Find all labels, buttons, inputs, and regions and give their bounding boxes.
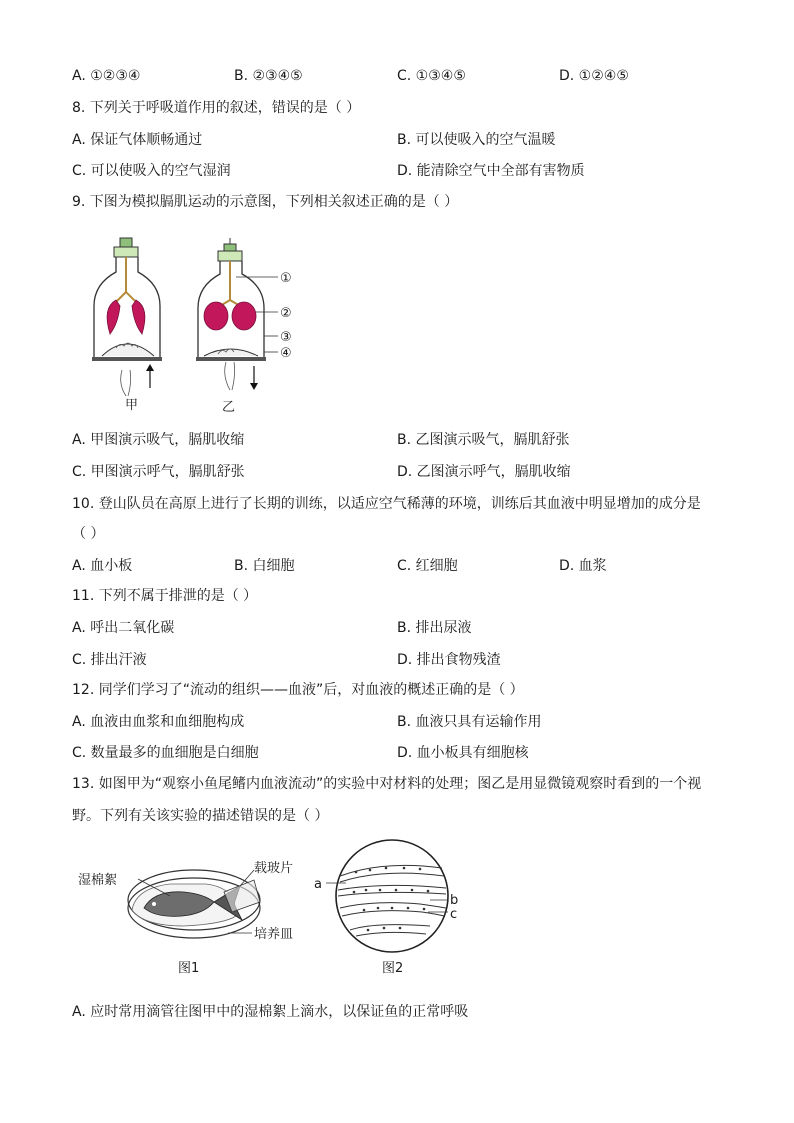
q7-option-b: B. ②③④⑤: [234, 68, 303, 84]
q12-option-b: B. 血液只具有运输作用: [397, 714, 542, 730]
diaphragm-model-figure: [80, 236, 310, 416]
marker-3: ③: [280, 330, 292, 345]
q9-option-d: D. 乙图演示呼气，膈肌收缩: [397, 464, 571, 480]
q10-stem-cont: （ ）: [72, 526, 105, 542]
label-petri-dish: 培养皿: [254, 927, 294, 942]
marker-4: ④: [280, 346, 292, 361]
label-wet-cotton: 湿棉絮: [78, 873, 118, 888]
q8-option-d: D. 能清除空气中全部有害物质: [397, 163, 585, 179]
q10-option-d: D. 血浆: [559, 558, 607, 574]
q7-option-a: A. ①②③④: [72, 68, 141, 84]
fish-tail-figure: [74, 846, 474, 982]
label-jia: 甲: [125, 398, 139, 413]
q11-option-a: A. 呼出二氧化碳: [72, 620, 175, 636]
q12-option-d: D. 血小板具有细胞核: [397, 745, 529, 761]
microscope-field: [336, 840, 448, 952]
q10-option-b: B. 白细胞: [234, 558, 295, 574]
q9-option-a: A. 甲图演示吸气，膈肌收缩: [72, 432, 245, 448]
q7-option-c: C. ①③④⑤: [397, 68, 466, 84]
q10-option-c: C. 红细胞: [397, 558, 458, 574]
marker-2: ②: [280, 306, 292, 321]
label-yi: 乙: [222, 400, 236, 415]
q10-stem: 10. 登山队员在高原上进行了长期的训练，以适应空气稀薄的环境，训练后其血液中明显增加的成分是: [72, 496, 701, 512]
label-slide: 载玻片: [254, 861, 294, 876]
q8-option-c: C. 可以使吸入的空气湿润: [72, 163, 231, 179]
q11-stem: 11. 下列不属于排泄的是（ ）: [72, 588, 258, 604]
q9-stem: 9. 下图为模拟膈肌运动的示意图，下列相关叙述正确的是（ ）: [72, 194, 459, 210]
q12-stem: 12. 同学们学习了“流动的组织——血液”后，对血液的概述正确的是（ ）: [72, 682, 524, 698]
label-a: a: [314, 877, 322, 892]
bell-jar-jia: [92, 238, 162, 396]
fig2-caption: 图2: [382, 961, 404, 976]
q12-option-a: A. 血液由血浆和血细胞构成: [72, 714, 245, 730]
q8-option-a: A. 保证气体顺畅通过: [72, 132, 203, 148]
q10-option-a: A. 血小板: [72, 558, 133, 574]
q13-stem: 13. 如图甲为“观察小鱼尾鳍内血液流动”的实验中对材料的处理；图乙是用显微镜观察时看到的一个视: [72, 776, 702, 792]
label-c: c: [450, 907, 458, 922]
q13-option-a: A. 应时常用滴管往图甲中的湿棉絮上滴水，以保证鱼的正常呼吸: [72, 1004, 469, 1020]
fig1-caption: 图1: [178, 961, 200, 976]
q9-option-b: B. 乙图演示吸气，膈肌舒张: [397, 432, 570, 448]
q9-option-c: C. 甲图演示呼气，膈肌舒张: [72, 464, 245, 480]
q11-option-d: D. 排出食物残渣: [397, 652, 501, 668]
q11-option-b: B. 排出尿液: [397, 620, 472, 636]
marker-1: ①: [280, 271, 292, 286]
q7-option-d: D. ①②④⑤: [559, 68, 629, 84]
q11-option-c: C. 排出汗液: [72, 652, 147, 668]
q8-stem: 8. 下列关于呼吸道作用的叙述，错误的是（ ）: [72, 100, 361, 116]
q12-option-c: C. 数量最多的血细胞是白细胞: [72, 745, 259, 761]
q8-option-b: B. 可以使吸入的空气温暖: [397, 132, 556, 148]
q13-stem-cont: 野。下列有关该实验的描述错误的是（ ）: [72, 808, 329, 824]
label-b: b: [450, 893, 459, 908]
bell-jar-yi: [196, 238, 278, 390]
